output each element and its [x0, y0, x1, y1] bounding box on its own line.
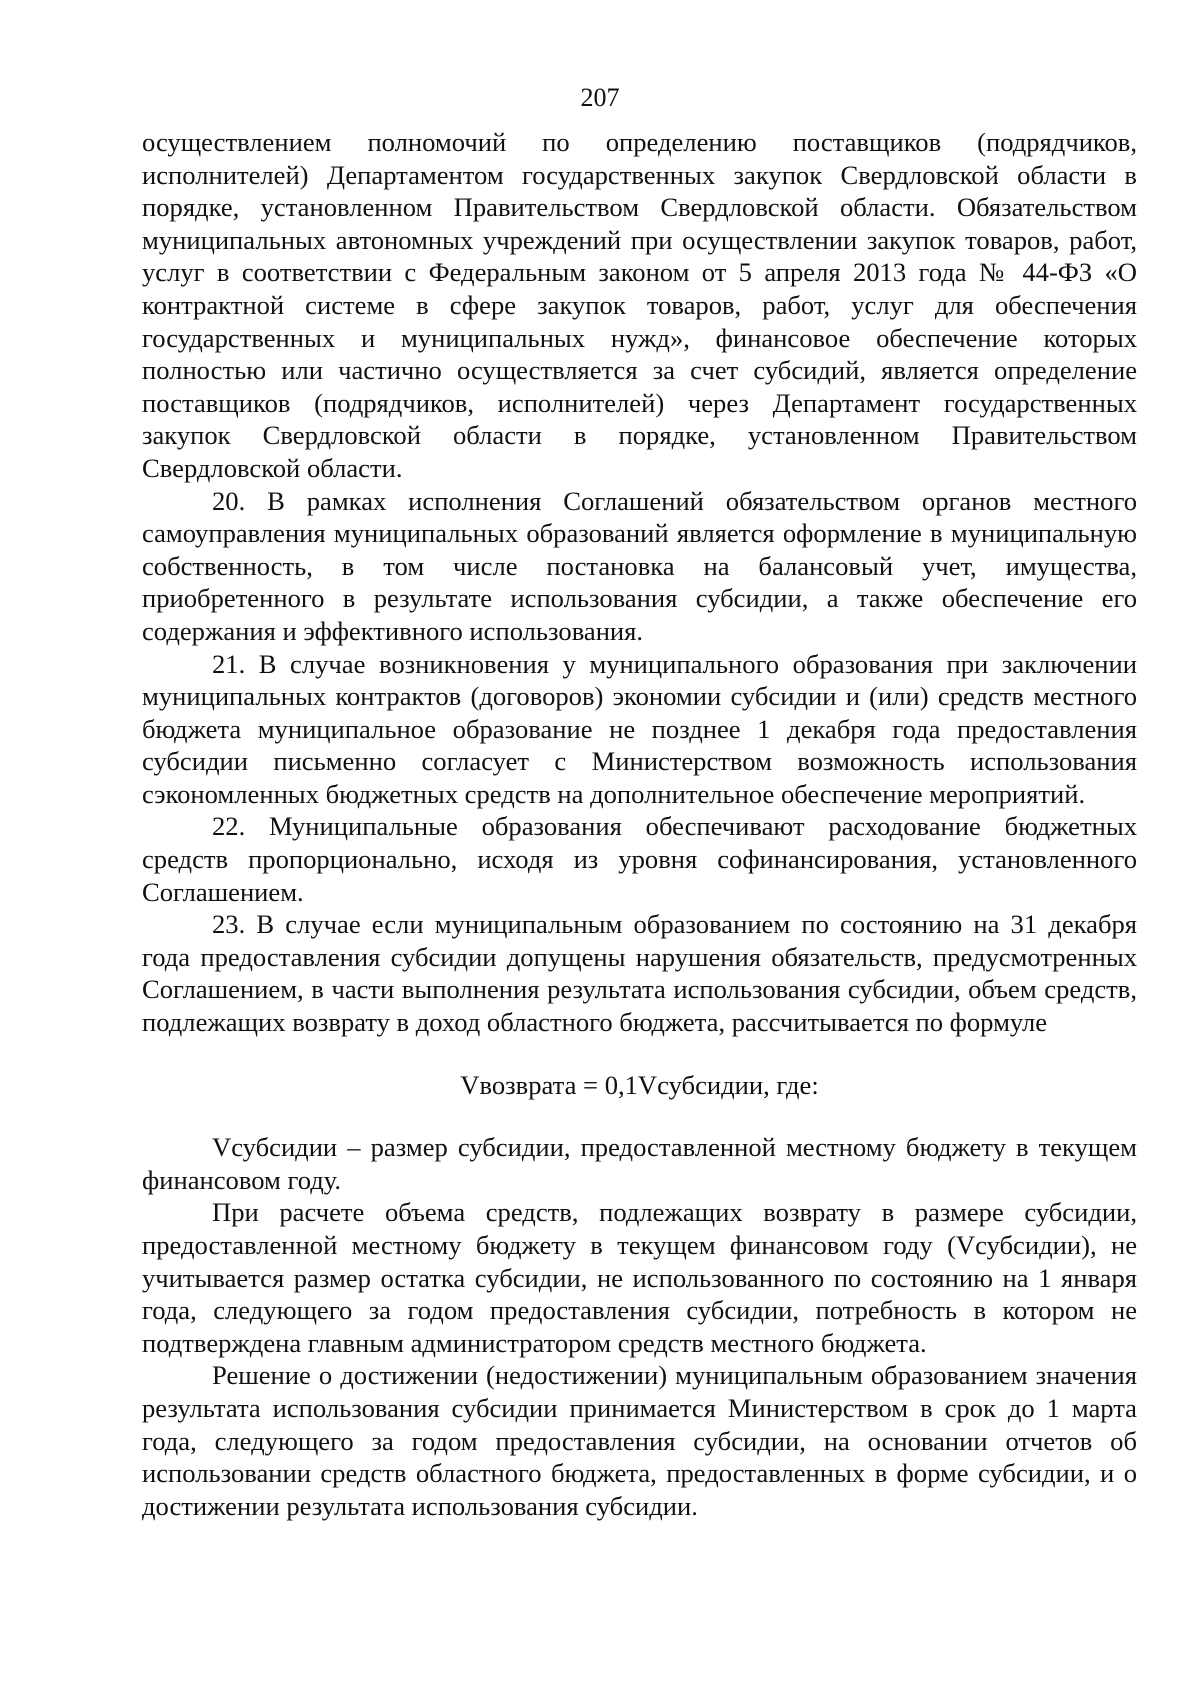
paragraph-21: 21. В случае возникновения у муниципального образования при заключении муниципальных контрактов (договоров) экономии субсидии и (или) средств местного бюджета муниципальное образование не позднее 1 декабря года предоставления субсидии письменно согласует с Министерством возможность использования сэкономленных бюджетных средств на дополнительное обеспечение мероприятий. — [142, 648, 1137, 809]
paragraph-calculation-note: При расчете объема средств, подлежащих возврату в размере субсидии, предоставленной местному бюджету в текущем финансовом году (Vсубсидии), не учитывается размер остатка субсидии, не использованного по состоянию на 1 января года, следующего за годом предоставления субсидии, потребность в котором не подтверждена главным администратором средств местного бюджета. — [142, 1197, 1137, 1358]
page-number: 207 — [580, 83, 620, 112]
formula: Vвозврата = 0,1Vсубсидии, где: — [460, 1069, 819, 1100]
formula-definition: Vсубсидии – размер субсидии, предоставленной местному бюджету в текущем финансовом году. — [142, 1132, 1137, 1195]
paragraph-decision: Решение о достижении (недостижении) муниципальным образованием значения результата использования субсидии принимается Министерством в срок до 1 марта года, следующего за годом предоставления субсидии, на основании отчетов об использовании средств областного бюджета, предоставленных в форме субсидии, и о достижении результата использования субсидии. — [142, 1360, 1137, 1521]
paragraph-20: 20. В рамках исполнения Соглашений обязательством органов местного самоуправления муниципальных образований является оформление в муниципальную собственность, в том числе постановка на балансовый учет, имущества, приобретенного в результате использования субсидии, а также обеспечение его содержания и эффективного использования. — [142, 485, 1137, 646]
paragraph-continuation: осуществлением полномочий по определению поставщиков (подрядчиков, исполнителей) Департаментом государственных закупок Свердловской области в порядке, установленном Правительством Свердловской области. Обязательством муниципальных автономных учреждений при осуществлении закупок товаров, работ, услуг в соответствии с Федеральным законом от 5 апреля 2013 года № 44-ФЗ «О контрактной системе в сфере закупок товаров, работ, услуг для обеспечения государственных и муниципальных нужд», финансовое обеспечение которых полностью или частично осуществляется за счет субсидий, является определение поставщиков (подрядчиков, исполнителей) через Департамент государственных закупок Свердловской области в порядке, установленном Правительством Свердловской области. — [142, 127, 1137, 483]
document-body — [142, 126, 1137, 1522]
paragraph-23: 23. В случае если муниципальным образованием по состоянию на 31 декабря года предоставления субсидии допущены нарушения обязательств, предусмотренных Соглашением, в части выполнения результата использования субсидии, объем средств, подлежащих возврату в доход областного бюджета, рассчитывается по формуле — [142, 909, 1137, 1038]
paragraph-22: 22. Муниципальные образования обеспечивают расходование бюджетных средств пропорционально, исходя из уровня софинансирования, установленного Соглашением. — [142, 811, 1137, 907]
